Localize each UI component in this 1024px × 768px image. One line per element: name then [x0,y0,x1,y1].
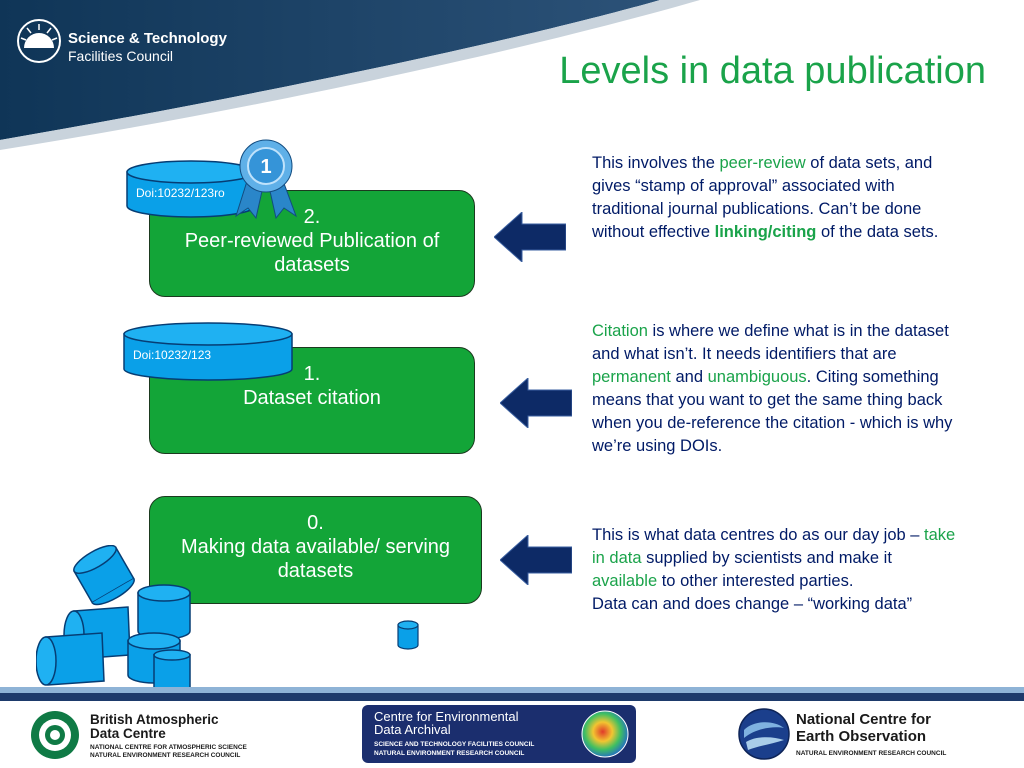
nceo-name-line1: National Centre for [796,711,932,728]
highlight-available: available [592,572,658,590]
ceda-subtitle-line2: NATURAL ENVIRONMENT RESEARCH COUNCIL [374,750,525,757]
footer-divider-dark [0,693,1024,701]
highlight-linking: linking [714,223,768,241]
data-cylinders-stack-icon [36,545,196,690]
highlight-peer-review: peer-review [719,154,806,172]
award-rosette-icon [226,138,306,220]
stfc-sun-icon [16,18,62,64]
svg-text:1: 1 [260,156,272,178]
level-1-label: Dataset citation [243,387,381,409]
arrow-left-icon-level-1 [500,378,572,428]
doi-label-level-1: Doi:10232/123 [133,348,212,362]
ceda-logo [362,705,636,763]
arrow-left-icon-level-0 [500,535,572,585]
highlight-citing: citing [772,223,817,241]
level-0-label: Making data available/ serving datasets [180,536,451,582]
level-2-description: This involves the peer-review of data sets, and gives “stamp of approval” associated with traditional journal publications. Can’t be done without effective linking/citing of the data sets. [592,154,939,241]
level-0-description: This is what data centres do as our day job – take in data supplied by scientists and make it available to other interested parties. Data can and does change – “working data” [592,526,956,613]
globe-icon [580,709,630,759]
stfc-name-line1: Science & Technology [68,30,227,47]
stfc-name-line2: Facilities Council [68,48,174,64]
highlight-permanent: permanent [592,368,671,386]
arrow-left-icon-level-2 [494,212,566,262]
highlight-unambiguous: unambiguous [707,368,807,386]
small-cylinder-icon [396,620,420,650]
level-2-number: 2. [303,206,321,228]
highlight-take-in-data: take in data [592,526,956,567]
page-title: Levels in data publication [559,50,986,92]
badc-subtitle-line2: NATURAL ENVIRONMENT RESEARCH COUNCIL [90,752,241,759]
badc-logo [30,708,270,764]
ceda-subtitle-line1: SCIENCE AND TECHNOLOGY FACILITIES COUNCIL [374,741,535,748]
stfc-logo [16,18,227,68]
ceda-name-line1: Centre for Environmental [374,709,519,724]
highlight-citation: Citation [592,322,648,340]
nceo-name-line2: Earth Observation [796,728,927,745]
nceo-logo [738,706,978,764]
badc-name-line1: British Atmospheric [90,712,219,727]
ceda-name-line2: Data Archival [374,722,451,737]
doi-cylinder-level-1 [123,322,293,382]
doi-label-level-2: Doi:10232/123ro [136,186,225,200]
badc-mark-icon [30,710,80,760]
badc-name-line2: Data Centre [90,726,166,741]
nceo-earth-icon [738,708,790,760]
level-1-description: Citation is where we define what is in the dataset and what isn’t. It needs identifiers that are permanent and unambiguous. Citing something means that you want to get the same thing back when you de-reference the citation - which is why we’re using DOIs. [592,322,953,455]
level-2-label: Peer-reviewed Publication of datasets [184,230,440,276]
level-0-box [149,496,482,604]
level-0-number: 0. [307,512,324,534]
nceo-subtitle: NATURAL ENVIRONMENT RESEARCH COUNCIL [796,750,947,757]
level-1-number: 1. [303,363,321,385]
badc-subtitle-line1: NATIONAL CENTRE FOR ATMOSPHERIC SCIENCE [90,744,247,751]
